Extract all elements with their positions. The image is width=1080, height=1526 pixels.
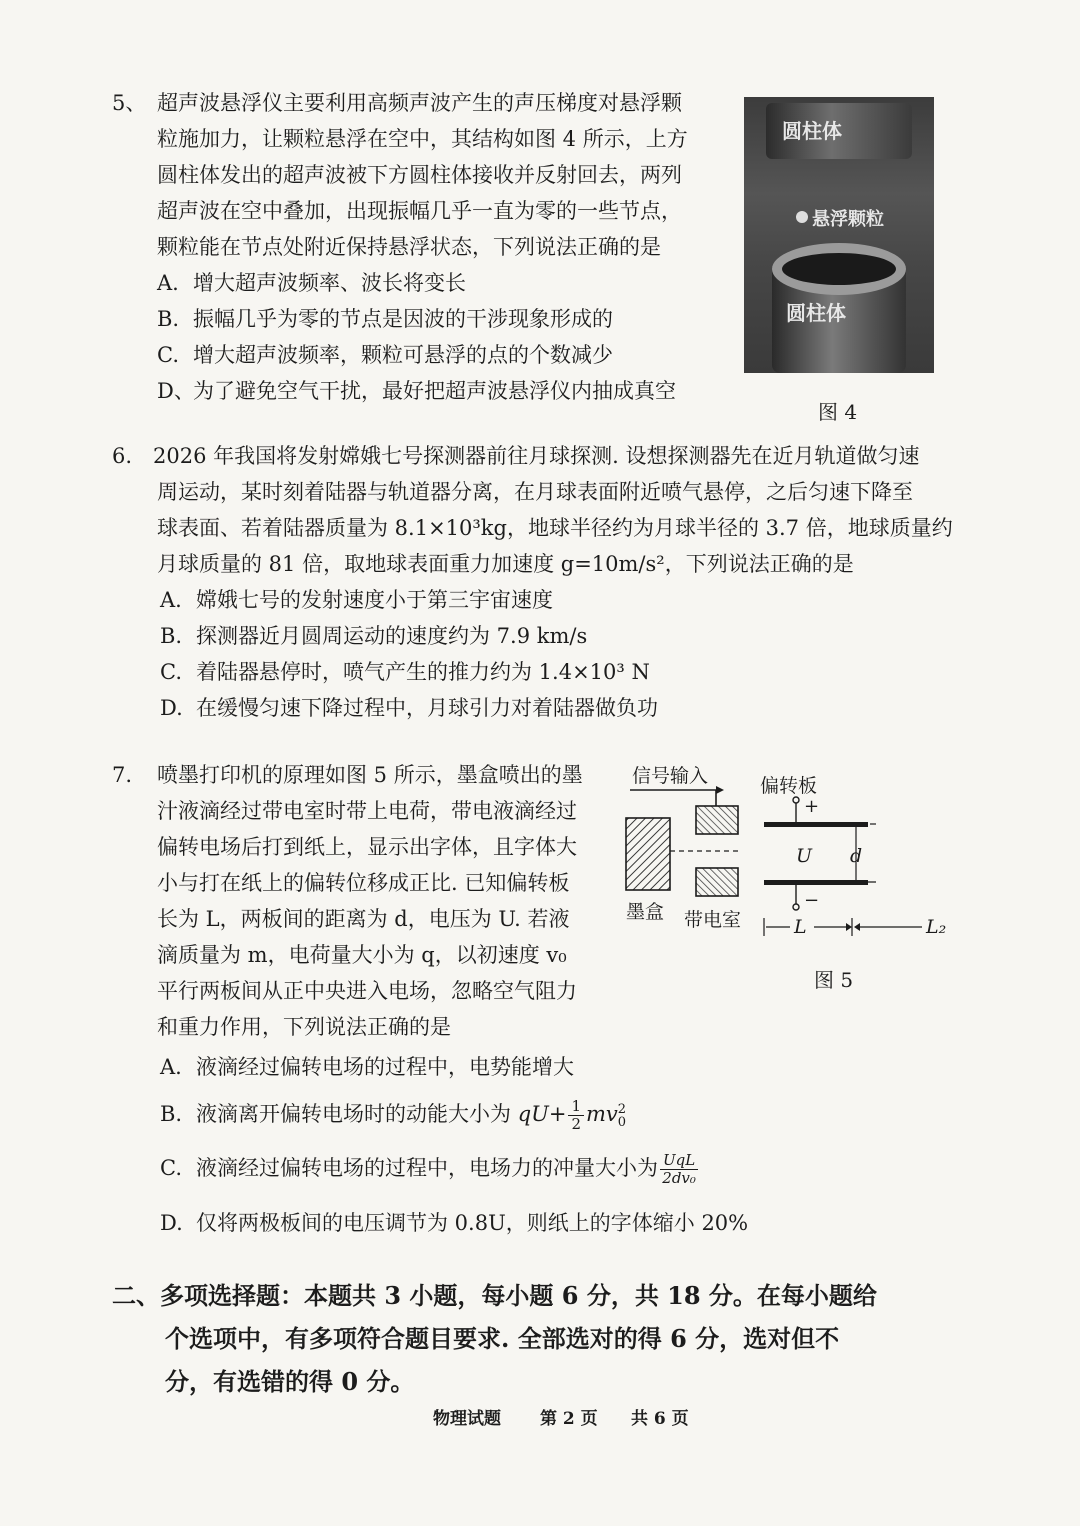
q5-option-d: D、为了避免空气干扰，最好把超声波悬浮仪内抽成真空 [157,379,676,403]
signal-arrow-head-icon [716,786,724,794]
q6-option-b: B. 探测器近月圆周运动的速度约为 7.9 km/s [160,624,588,648]
charge-chamber-bottom [696,868,738,896]
deflection-plate-label: 偏转板 [760,775,818,797]
impulse-fraction: $\frac{\text{UqL}}{\text{2dv₀}}$ [660,1152,698,1187]
q7-stem-line: 平行两板间从正中央进入电场，忽略空气阻力 [157,979,577,1003]
ink-cartridge [626,818,670,890]
q6-stem-line: 月球质量的 81 倍，取地球表面重力加速度 g=10m/s²，下列说法正确的是 [157,552,854,576]
q5-stem-line: 颗粒能在节点处附近保持悬浮状态，下列说法正确的是 [157,235,661,259]
section-2-heading: 分，有选错的得 0 分。 [165,1367,415,1396]
voltage-label: U [796,845,813,867]
particle-label: 悬浮颗粒 [812,209,884,230]
q7-option-c: C. 液滴经过偏转电场的过程中，电场力的冲量大小为 $\frac{\text{UqL}}{\text{2dv₀}}$ [160,1152,700,1187]
q7-option-b: B. 液滴离开偏转电场时的动能大小为 qU+ $\frac{1}{2}$ mv 2 0 [160,1097,627,1133]
q5-option-c: C. 增大超声波频率，颗粒可悬浮的点的个数减少 [157,343,613,367]
q7-option-d: D. 仅将两极板间的电压调节为 0.8U，则纸上的字体缩小 20% [160,1211,749,1235]
q5-option-a: A. 增大超声波频率、波长将变长 [157,271,466,295]
upper-deflection-plate [764,822,868,827]
q7-stem-line: 喷墨打印机的原理如图 5 所示，墨盒喷出的墨 [157,763,583,787]
q6-stem-line: 周运动，某时刻着陆器与轨道器分离，在月球表面附近喷气悬停，之后匀速下降至 [157,480,913,504]
lower-cylinder-label: 圆柱体 [786,301,846,325]
ink-cartridge-label: 墨盒 [626,901,665,923]
q7-stem-line: 滴质量为 m，电荷量大小为 q，以初速度 v₀ [157,943,567,967]
q7-option-a: A. 液滴经过偏转电场的过程中，电势能增大 [160,1055,574,1079]
q5-stem-line: 粒施加力，让颗粒悬浮在空中，其结构如图 4 所示，上方 [157,127,688,151]
q5-stem-line: 圆柱体发出的超声波被下方圆柱体接收并反射回去，两列 [157,163,682,187]
footer-total: 共 6 页 [631,1409,689,1429]
upper-cylinder-label: 圆柱体 [782,119,842,143]
figure-5-caption: 图 5 [814,968,854,992]
minus-sign: − [804,890,820,911]
q7-stem-line: 汁液滴经过带电室时带上电荷，带电液滴经过 [157,799,577,823]
q5-stem-line: 超声波悬浮仪主要利用高频声波产生的声压梯度对悬浮颗 [157,91,682,115]
q6-number: 6. [112,444,133,468]
fraction-half: $\frac{1}{2}$ [568,1098,584,1133]
length-label: L [794,916,807,938]
plus-sign: + [804,796,820,817]
q7-stem-line: 偏转电场后打到纸上，显示出字体，且字体大 [157,835,577,859]
q5-number: 5、 [112,91,147,115]
length2-label: L₂ [926,916,947,938]
signal-input-label: 信号输入 [632,765,709,787]
q6-stem-line: 球表面、若着陆器质量为 8.1×10³kg，地球半径约为月球半径的 3.7 倍，地球质量约 [157,516,953,540]
figure-5-diagram [620,758,960,948]
footer-subject: 物理试题 [433,1409,501,1429]
distance-label: d [850,845,863,867]
q7-stem-line: 长为 L，两板间的距离为 d，电压为 U. 若液 [157,907,570,931]
lower-deflection-plate [764,880,868,885]
q6-option-c: C. 着陆器悬停时，喷气产生的推力约为 1.4×10³ N [160,660,650,684]
section-2-heading: 二、多项选择题：本题共 3 小题，每小题 6 分，共 18 分。在每小题给 [112,1281,877,1310]
charge-chamber-label: 带电室 [684,909,742,931]
q7-stem-line: 小与打在纸上的偏转位移成正比. 已知偏转板 [157,871,570,895]
figure-4-caption: 图 4 [818,400,858,424]
q5-option-b: B. 振幅几乎为零的节点是因波的干涉现象形成的 [157,307,613,331]
figure-4-photo [744,97,934,373]
particle-dot-icon [796,211,808,223]
q7-stem-line: 和重力作用，下列说法正确的是 [157,1015,451,1039]
q6-stem-line: 2026 年我国将发射嫦娥七号探测器前往月球探测. 设想探测器先在近月轨道做匀速 [153,444,920,468]
plus-terminal-icon [793,797,799,803]
lower-cylinder-opening [772,243,906,295]
footer-page: 第 2 页 [540,1409,598,1429]
q6-option-d: D. 在缓慢匀速下降过程中，月球引力对着陆器做负功 [160,696,658,720]
section-2-heading: 个选项中，有多项符合题目要求. 全部选对的得 6 分，选对但不 [165,1324,840,1353]
q7-number: 7. [112,763,133,787]
minus-terminal-icon [793,904,799,910]
q6-option-a: A. 嫦娥七号的发射速度小于第三宇宙速度 [160,588,553,612]
q5-stem-line: 超声波在空中叠加，出现振幅几乎一直为零的一些节点， [157,199,682,223]
charge-chamber-top [696,806,738,834]
